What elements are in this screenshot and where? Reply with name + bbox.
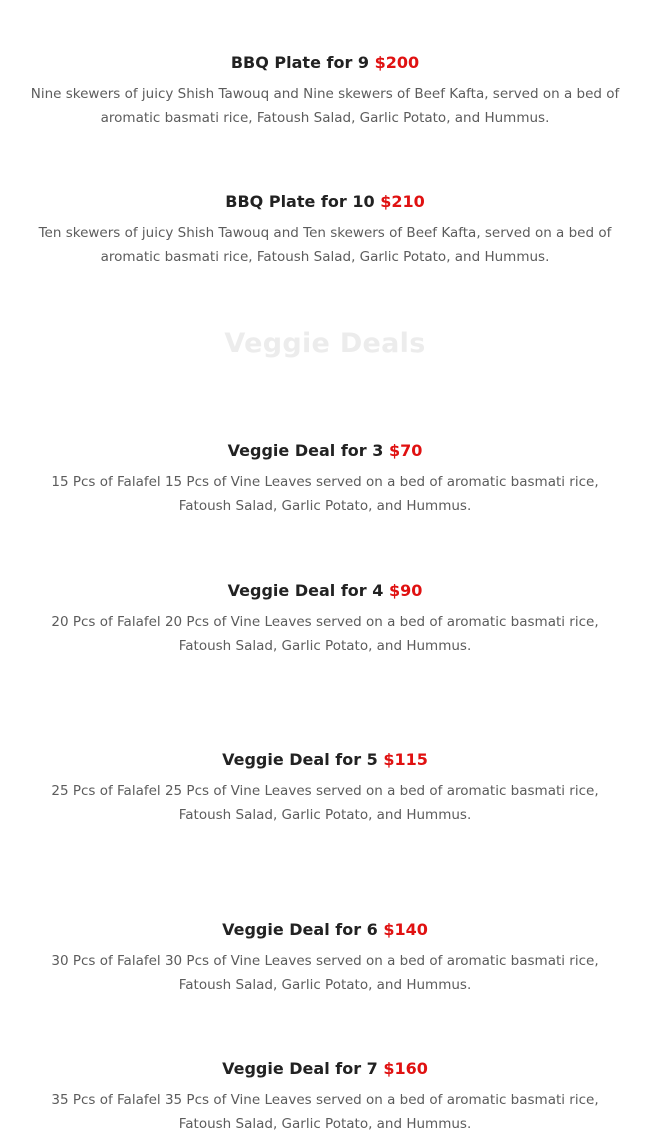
menu-item-price: $200 bbox=[374, 53, 420, 72]
menu-item-title: BBQ Plate for 10 $210 bbox=[225, 192, 425, 211]
menu-item-price: $210 bbox=[380, 192, 425, 211]
menu-item-price: $90 bbox=[388, 581, 423, 600]
menu-item-title: Veggie Deal for 7 $160 bbox=[222, 1059, 428, 1078]
menu-item-bbq-plate-10 bbox=[0, 191, 650, 269]
menu-item-title: Veggie Deal for 4 $90 bbox=[227, 581, 423, 600]
menu-item-description: 25 Pcs of Falafel 25 Pcs of Vine Leaves served on a bed of aromatic basmati rice, Fatoush Salad, Garlic Potato, and Hummus. bbox=[51, 783, 599, 823]
menu-item-veggie-deal-3 bbox=[0, 440, 650, 518]
menu-item-bbq-plate-9 bbox=[0, 52, 650, 130]
menu-item-title: Veggie Deal for 5 $115 bbox=[222, 750, 428, 769]
menu-item-veggie-deal-4 bbox=[0, 580, 650, 658]
menu-item-description: Ten skewers of juicy Shish Tawouq and Ten skewers of Beef Kafta, served on a bed of aromatic basmati rice, Fatoush Salad, Garlic Potato, and Hummus. bbox=[38, 225, 612, 265]
menu-item-title: Veggie Deal for 6 $140 bbox=[222, 920, 428, 939]
menu-item-description: 35 Pcs of Falafel 35 Pcs of Vine Leaves served on a bed of aromatic basmati rice, Fatoush Salad, Garlic Potato, and Hummus. bbox=[51, 1092, 599, 1132]
menu-item-price: $160 bbox=[383, 1059, 428, 1078]
section-heading-veggie-deals: Veggie Deals bbox=[224, 328, 426, 359]
menu-item-veggie-deal-5 bbox=[0, 749, 650, 827]
menu-item-description: 20 Pcs of Falafel 20 Pcs of Vine Leaves served on a bed of aromatic basmati rice, Fatoush Salad, Garlic Potato, and Hummus. bbox=[51, 614, 599, 654]
menu-item-price: $115 bbox=[383, 750, 428, 769]
menu-item-price: $140 bbox=[383, 920, 428, 939]
menu-item-title: Veggie Deal for 3 $70 bbox=[227, 441, 423, 460]
menu-item-description: 30 Pcs of Falafel 30 Pcs of Vine Leaves served on a bed of aromatic basmati rice, Fatoush Salad, Garlic Potato, and Hummus. bbox=[51, 953, 599, 993]
menu-item-veggie-deal-6 bbox=[0, 919, 650, 997]
menu-item-description: 15 Pcs of Falafel 15 Pcs of Vine Leaves served on a bed of aromatic basmati rice, Fatoush Salad, Garlic Potato, and Hummus. bbox=[51, 474, 599, 514]
menu-item-description: Nine skewers of juicy Shish Tawouq and Nine skewers of Beef Kafta, served on a bed of aromatic basmati rice, Fatoush Salad, Garlic Potato, and Hummus. bbox=[30, 86, 620, 126]
menu-item-title: BBQ Plate for 9 $200 bbox=[230, 53, 420, 72]
menu-item-veggie-deal-7 bbox=[0, 1058, 650, 1136]
menu-item-price: $70 bbox=[388, 441, 423, 460]
